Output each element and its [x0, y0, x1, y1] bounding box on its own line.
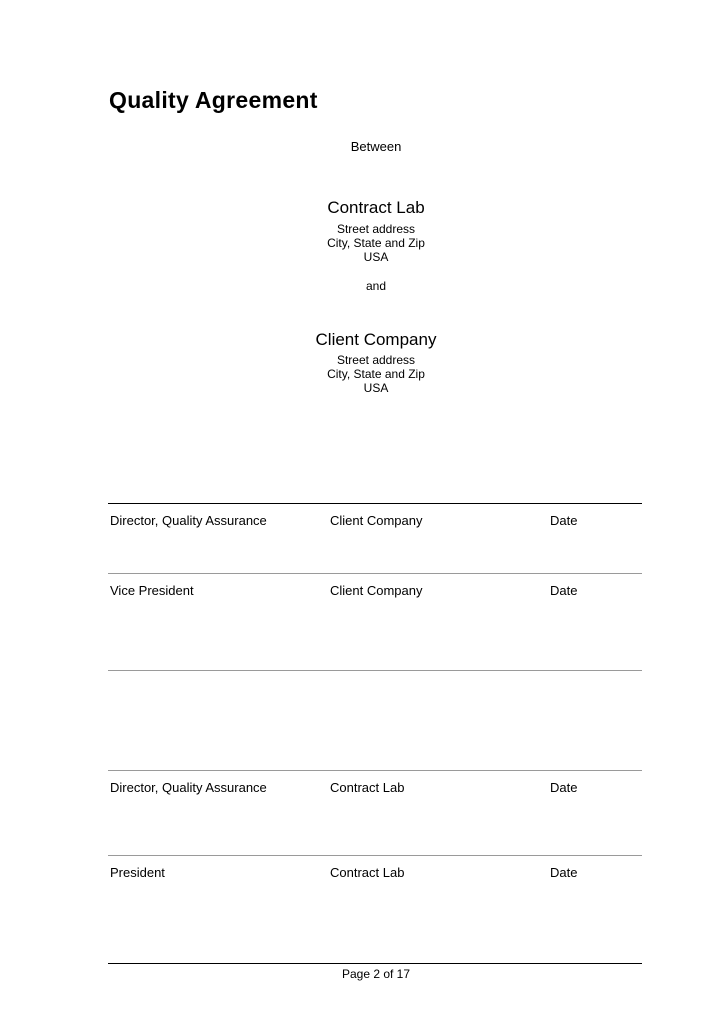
party-one-street: Street address	[336, 222, 416, 236]
party-two-city-state-zip: City, State and Zip	[327, 367, 425, 381]
between-label: Between	[350, 139, 402, 154]
party-one-country: USA	[363, 250, 389, 264]
signature-date-label: Date	[550, 513, 578, 528]
signature-date-label: Date	[550, 865, 578, 880]
signature-title: Director, Quality Assurance	[110, 513, 267, 528]
section-divider	[108, 670, 642, 671]
signature-line	[108, 573, 642, 604]
party-two-country: USA	[363, 381, 389, 395]
signature-date-label: Date	[550, 583, 578, 598]
signature-title: President	[110, 865, 165, 880]
signature-company: Client Company	[330, 513, 423, 528]
page-number: Page 2 of 17	[341, 967, 411, 981]
party-two-address	[276, 353, 476, 395]
signature-company: Contract Lab	[330, 780, 405, 795]
party-one-city-state-zip: City, State and Zip	[327, 236, 425, 250]
signature-company: Contract Lab	[330, 865, 405, 880]
footer-rule	[108, 963, 642, 964]
party-one-address	[276, 222, 476, 264]
party-two-name: Client Company	[315, 330, 437, 349]
signature-line	[108, 770, 642, 801]
party-one-name: Contract Lab	[327, 198, 425, 217]
party-two-street: Street address	[336, 353, 416, 367]
signature-title: Vice President	[110, 583, 194, 598]
signature-line	[108, 503, 642, 534]
signature-date-label: Date	[550, 780, 578, 795]
signature-company: Client Company	[330, 583, 423, 598]
and-label: and	[365, 279, 387, 293]
signature-title: Director, Quality Assurance	[110, 780, 267, 795]
signature-line	[108, 855, 642, 886]
page-title: Quality Agreement	[109, 87, 318, 113]
